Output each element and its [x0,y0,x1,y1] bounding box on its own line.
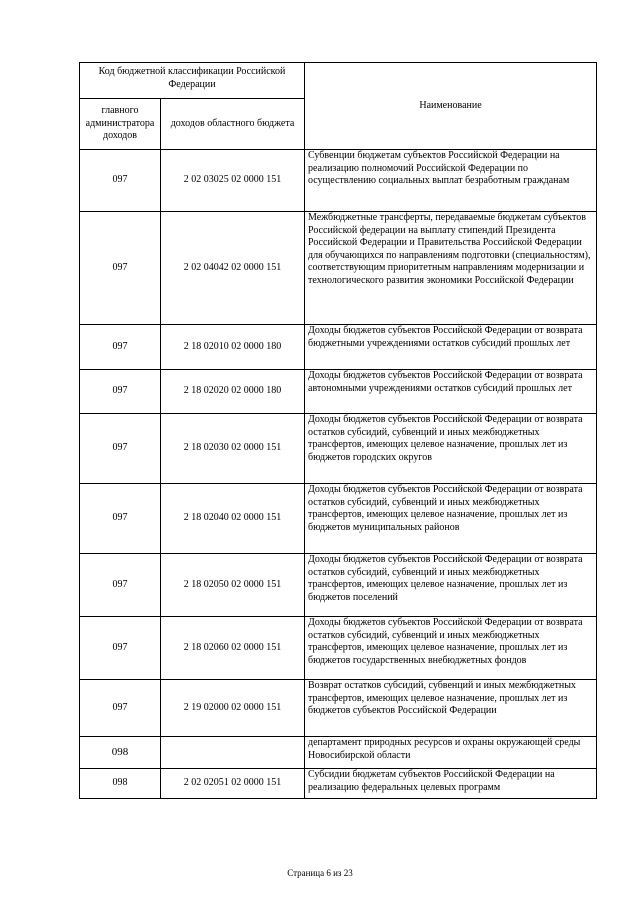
income-code-cell: 2 02 03025 02 0000 151 [161,150,305,212]
header-income-code-column: доходов областного бюджета [161,99,305,150]
page-number: Страница 6 из 23 [287,868,353,878]
admin-code-cell: 097 [80,484,161,554]
table-row [80,212,597,325]
income-code-cell [161,737,305,769]
table-row [80,484,597,554]
name-cell: Возврат остатков субсидий, субвенций и иных межбюджетных трансфертов, имеющих целевое назначение, прошлых лет из бюджетов субъектов Российской Федерации [305,680,597,737]
admin-code-cell: 097 [80,212,161,325]
header-admin-column: главного администратора доходов [80,99,161,150]
income-code-cell: 2 18 02040 02 0000 151 [161,484,305,554]
income-code-cell: 2 19 02000 02 0000 151 [161,680,305,737]
name-cell: Доходы бюджетов субъектов Российской Федерации от возврата остатков субсидий, субвенций и иных межбюджетных трансфертов, имеющих целевое назначение, прошлых лет из бюджетов муниципальных районов [305,484,597,554]
name-cell: Доходы бюджетов субъектов Российской Федерации от возврата остатков субсидий, субвенций и иных межбюджетных трансфертов, имеющих целевое назначение, прошлых лет из бюджетов государственных внебюджетных фондов [305,617,597,680]
income-code-cell: 2 18 02030 02 0000 151 [161,414,305,484]
income-code-cell: 2 18 02050 02 0000 151 [161,554,305,617]
name-cell: Субвенции бюджетам субъектов Российской Федерации на реализацию полномочий Российской Федерации по осуществлению социальных выплат безработным гражданам [305,150,597,212]
admin-code-cell: 098 [80,737,161,769]
budget-classification-table [79,62,597,799]
admin-code-cell: 097 [80,414,161,484]
table-row [80,769,597,799]
table-row [80,680,597,737]
name-cell: Доходы бюджетов субъектов Российской Федерации от возврата остатков субсидий, субвенций и иных межбюджетных трансфертов, имеющих целевое назначение, прошлых лет из бюджетов поселений [305,554,597,617]
name-cell: Межбюджетные трансферты, передаваемые бюджетам субъектов Российской федерации на выплату стипендий Президента Российской Федерации и Правительства Российской Федерации для обучающихся по направлениям подготовки (специальностям), соответствующим приоритетным направлениям модернизации и технологического развития экономики Российской Федерации [305,212,597,325]
header-budget-classification-group: Код бюджетной классификации Российской Федерации [80,63,305,99]
income-code-cell: 2 18 02010 02 0000 180 [161,325,305,370]
name-cell: департамент природных ресурсов и охраны окружающей среды Новосибирской области [305,737,597,769]
admin-code-cell: 098 [80,769,161,799]
table-row [80,414,597,484]
table-header-row-1 [80,63,597,99]
header-name-column: Наименование [305,63,597,150]
table-body [80,150,597,799]
admin-code-cell: 097 [80,150,161,212]
admin-code-cell: 097 [80,680,161,737]
income-code-cell: 2 18 02020 02 0000 180 [161,370,305,414]
income-code-cell: 2 02 02051 02 0000 151 [161,769,305,799]
table-row [80,737,597,769]
name-cell: Субсидии бюджетам субъектов Российской Федерации на реализацию федеральных целевых программ [305,769,597,799]
table-row [80,554,597,617]
admin-code-cell: 097 [80,325,161,370]
admin-code-cell: 097 [80,617,161,680]
name-cell: Доходы бюджетов субъектов Российской Федерации от возврата бюджетными учреждениями остатков субсидий прошлых лет [305,325,597,370]
admin-code-cell: 097 [80,554,161,617]
admin-code-cell: 097 [80,370,161,414]
table-row [80,325,597,370]
name-cell: Доходы бюджетов субъектов Российской Федерации от возврата автономными учреждениями остатков субсидий прошлых лет [305,370,597,414]
income-code-cell: 2 18 02060 02 0000 151 [161,617,305,680]
table-row [80,617,597,680]
income-code-cell: 2 02 04042 02 0000 151 [161,212,305,325]
table-row [80,370,597,414]
name-cell: Доходы бюджетов субъектов Российской Федерации от возврата остатков субсидий, субвенций и иных межбюджетных трансфертов, имеющих целевое назначение, прошлых лет из бюджетов городских округов [305,414,597,484]
table-row [80,150,597,212]
